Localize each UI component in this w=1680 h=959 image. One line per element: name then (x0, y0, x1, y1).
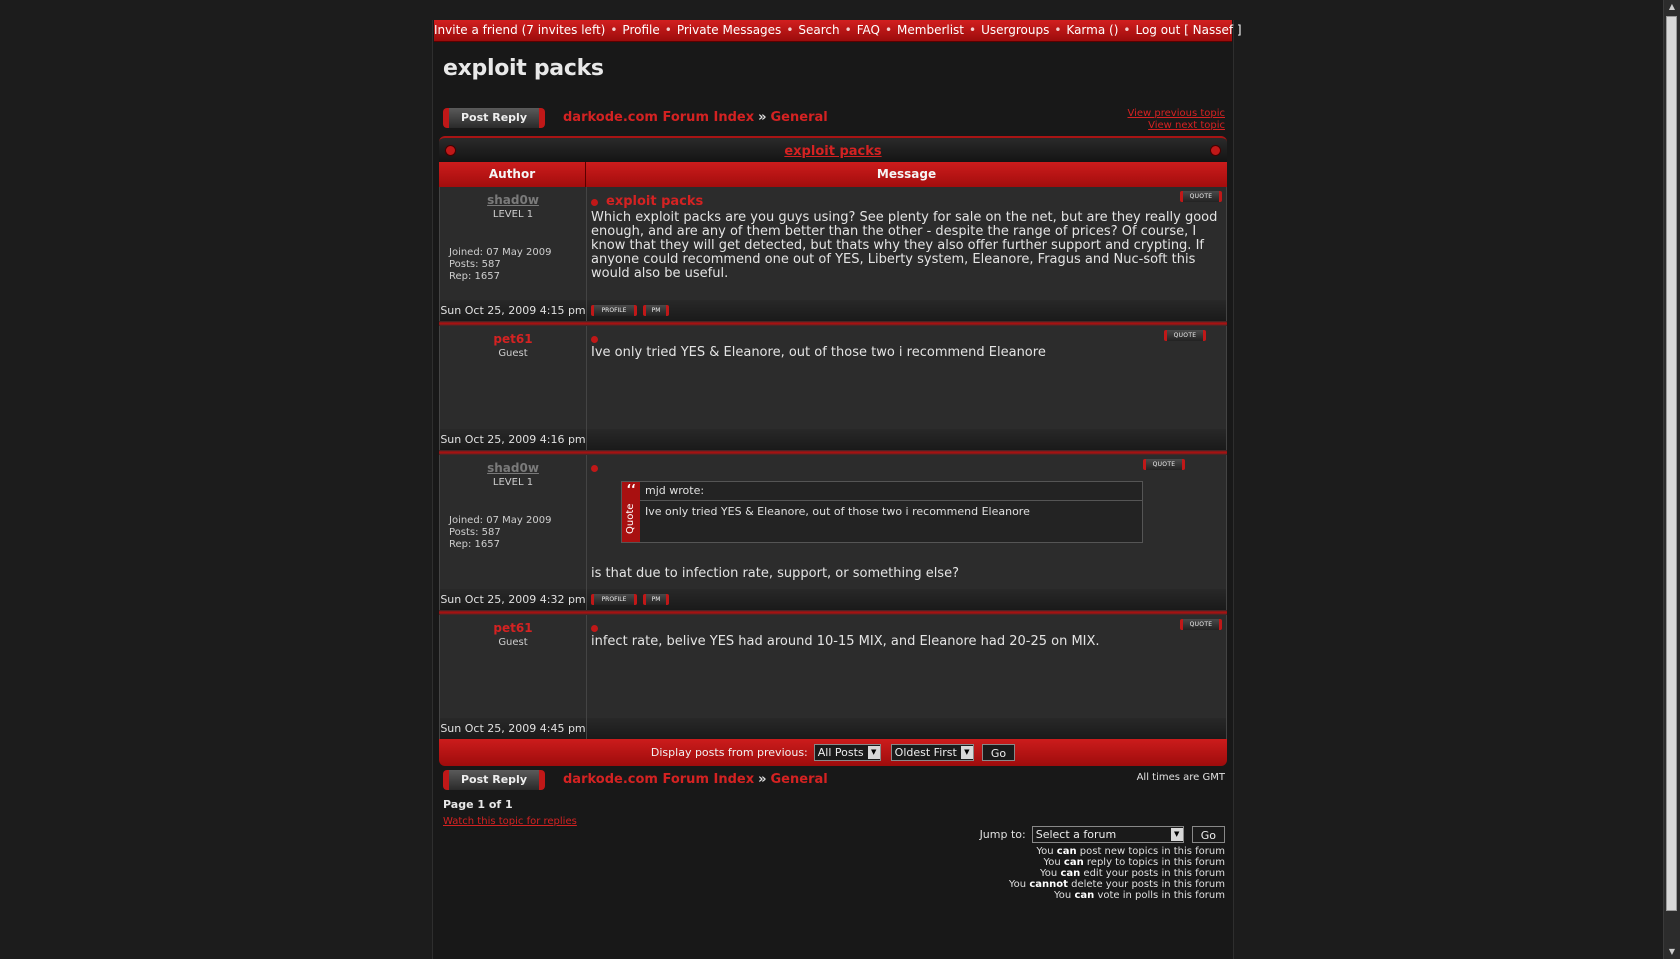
post-author-cell (440, 326, 587, 429)
view-next-topic-link[interactable]: View next topic (1148, 120, 1225, 131)
forum-page (432, 20, 1242, 959)
post-date: Sun Oct 25, 2009 4:15 pm (440, 300, 587, 321)
post-header (591, 461, 1222, 475)
breadcrumb (563, 110, 828, 125)
quote-author: mjd wrote: (640, 482, 1142, 501)
post-date: Sun Oct 25, 2009 4:32 pm (440, 589, 587, 610)
forum-permissions (1009, 846, 1225, 901)
post-message-cell (587, 187, 1226, 300)
post-body: infect rate, belive YES had around 10-15 MIX, and Eleanore had 20-25 on MIX. (591, 634, 1100, 649)
page-title[interactable]: exploit packs (443, 56, 604, 81)
post-author-stats (449, 515, 551, 551)
jump-to (980, 826, 1225, 843)
nav-memberlist[interactable]: Memberlist (897, 23, 965, 37)
quote-button[interactable]: QUOTE (1180, 191, 1222, 202)
quote-sidebar (622, 482, 640, 542)
breadcrumb-separator: » (758, 772, 767, 787)
corner-dot-icon (445, 145, 456, 156)
vertical-scrollbar[interactable] (1663, 0, 1680, 959)
post-header (591, 195, 1222, 209)
post-author-name[interactable]: shad0w (487, 193, 539, 207)
post-body: Which exploit packs are you guys using? See plenty for sale on the net, but are they really good enough, and are any of them better than the other - despite the range of prices? Of course, I know that they will get detected, but thats why they also offer further support and crypting. If anyone could recommend one out of YES, Liberty system, Eleanore, Fragus and Nuc-soft this would also be useful. (591, 210, 1218, 281)
display-go-button[interactable]: Go (982, 744, 1015, 761)
topic-title-bar (439, 136, 1227, 162)
post-marker-icon (591, 465, 598, 472)
post-author-stats (449, 247, 551, 283)
post-subject: exploit packs (606, 194, 704, 209)
post-footer (439, 589, 1227, 610)
jump-to-value: Select a forum (1035, 828, 1117, 841)
post-period-select[interactable] (814, 744, 881, 761)
nav-separator: • (884, 23, 893, 37)
table-header (439, 162, 1227, 187)
post-reply-button[interactable]: Post Reply (443, 108, 545, 128)
post-author-name[interactable]: shad0w (487, 461, 539, 475)
corner-dot-icon (1210, 145, 1221, 156)
quote-text: Ive only tried YES & Eleanore, out of those two i recommend Eleanore (645, 505, 1030, 518)
dropdown-arrow-icon: ▼ (1171, 828, 1183, 841)
post-author-name: pet61 (493, 621, 533, 635)
post-footer (439, 718, 1227, 739)
nav-usergroups[interactable]: Usergroups (981, 23, 1050, 37)
quote-label: Quote (625, 503, 636, 534)
quote-button[interactable]: QUOTE (1180, 619, 1222, 630)
quote-marks-icon: ‘‘ (626, 482, 636, 496)
post-author-rank: Guest (498, 348, 528, 359)
timezone-note: All times are GMT (1136, 772, 1225, 783)
post-order-value: Oldest First (894, 746, 957, 759)
nav-separator: • (610, 23, 618, 37)
post-author-cell (440, 455, 587, 589)
dropdown-arrow-icon: ▼ (961, 746, 973, 759)
pm-button[interactable]: PM (643, 594, 669, 605)
topic-navigation (1127, 108, 1225, 132)
jump-to-label: Jump to: (979, 828, 1026, 841)
nav-separator: • (969, 23, 977, 37)
breadcrumb-separator: » (758, 110, 767, 125)
jump-go-button[interactable]: Go (1192, 826, 1225, 843)
author-posts: Posts: 587 (449, 259, 501, 270)
nav-separator: • (1054, 23, 1062, 37)
topic-title-link[interactable]: exploit packs (784, 144, 882, 159)
post-row (439, 615, 1227, 718)
author-joined: Joined: 07 May 2009 (449, 515, 552, 526)
post-order-select[interactable] (891, 744, 974, 761)
jump-to-select[interactable] (1032, 826, 1184, 843)
breadcrumb-forum-index[interactable]: darkode.com Forum Index (563, 772, 755, 787)
scroll-up-icon[interactable]: ▲ (1668, 2, 1676, 11)
permission-line: You can edit your posts in this forum (1040, 868, 1225, 879)
nav-separator: • (1123, 23, 1131, 37)
post-footer (439, 429, 1227, 450)
nav-faq[interactable]: FAQ (856, 23, 880, 37)
post-author-rank: LEVEL 1 (492, 209, 534, 220)
post-header (591, 332, 1222, 346)
post-reply-button[interactable]: Post Reply (443, 770, 545, 790)
top-navigation (434, 20, 1242, 42)
post-actions (587, 589, 1226, 610)
page-info: Page 1 of 1 (443, 798, 513, 811)
scrollbar-thumb[interactable] (1666, 16, 1677, 911)
post-author-rank: LEVEL 1 (492, 477, 534, 488)
post-body: Ive only tried YES & Eleanore, out of those two i recommend Eleanore (591, 345, 1046, 360)
pm-button[interactable]: PM (643, 305, 669, 316)
top-nav-row (433, 96, 1233, 136)
post-row (439, 455, 1227, 589)
post-actions (587, 718, 1226, 739)
breadcrumb (563, 772, 828, 787)
nav-separator: • (664, 23, 672, 37)
post-row (439, 326, 1227, 429)
post-message-cell (587, 455, 1226, 589)
message-column-header: Message (876, 167, 937, 181)
post-marker-icon (591, 625, 598, 632)
display-posts-label: Display posts from previous: (650, 746, 808, 759)
post-message-cell (587, 326, 1226, 429)
post-message-cell (587, 615, 1226, 718)
nav-separator: • (786, 23, 794, 37)
profile-button[interactable]: PROFILE (591, 305, 637, 316)
nav-karma[interactable]: Karma () (1066, 23, 1119, 37)
author-rep: Rep: 1657 (449, 271, 500, 282)
breadcrumb-forum-general[interactable]: General (770, 772, 828, 787)
post-author-name: pet61 (493, 332, 533, 346)
author-posts: Posts: 587 (449, 527, 501, 538)
post-marker-icon (591, 336, 598, 343)
profile-button[interactable]: PROFILE (591, 594, 637, 605)
post-period-value: All Posts (817, 746, 864, 759)
quote-button[interactable]: QUOTE (1143, 459, 1185, 470)
nav-profile[interactable]: Profile (622, 23, 660, 37)
post-footer (439, 300, 1227, 321)
post-author-rank: Guest (498, 637, 528, 648)
watch-topic-link[interactable]: Watch this topic for replies (443, 816, 577, 827)
dropdown-arrow-icon: ▼ (868, 746, 880, 759)
post-date: Sun Oct 25, 2009 4:16 pm (440, 429, 587, 450)
permission-line: You can post new topics in this forum (1036, 846, 1225, 857)
author-joined: Joined: 07 May 2009 (449, 247, 552, 258)
post-date: Sun Oct 25, 2009 4:45 pm (440, 718, 587, 739)
author-column-header: Author (439, 162, 586, 187)
permission-line: You cannot delete your posts in this forum (1008, 879, 1225, 890)
post-marker-icon (591, 199, 598, 206)
nav-private-messages[interactable]: Private Messages (676, 23, 782, 37)
quote-content (640, 482, 1142, 542)
breadcrumb-forum-index[interactable]: darkode.com Forum Index (563, 110, 755, 125)
post-actions (587, 300, 1226, 321)
breadcrumb-forum-general[interactable]: General (770, 110, 828, 125)
post-author-cell (440, 615, 587, 718)
permission-line: You can reply to topics in this forum (1043, 857, 1225, 868)
post-body: is that due to infection rate, support, or something else? (591, 566, 959, 581)
quote-block (621, 481, 1143, 543)
author-rep: Rep: 1657 (449, 539, 500, 550)
permission-line: You can vote in polls in this forum (1054, 890, 1225, 901)
nav-search[interactable]: Search (798, 23, 840, 37)
scroll-down-icon[interactable]: ▼ (1668, 947, 1676, 956)
nav-separator: • (844, 23, 852, 37)
nav-invite-friend[interactable]: Invite a friend (7 invites left) (434, 23, 606, 37)
view-previous-topic-link[interactable]: View previous topic (1127, 108, 1225, 119)
post-row (439, 187, 1227, 300)
post-header (591, 621, 1222, 635)
bottom-nav-row (433, 766, 1233, 796)
post-actions (587, 429, 1226, 450)
nav-logout[interactable]: Log out [ Nassef ] (1135, 23, 1242, 37)
display-options-bar (439, 739, 1227, 766)
post-author-cell (440, 187, 587, 300)
quote-button[interactable]: QUOTE (1164, 330, 1206, 341)
